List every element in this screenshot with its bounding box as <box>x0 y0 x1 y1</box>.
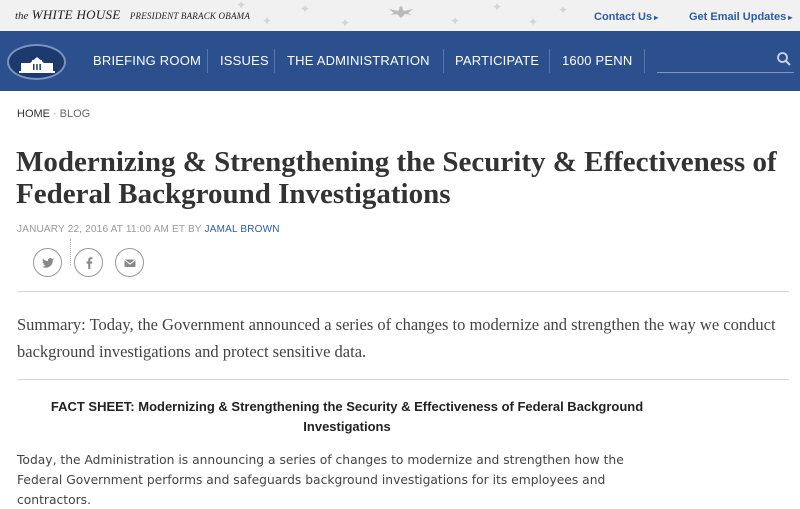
fact-sheet-heading: FACT SHEET: Modernizing & Strengthening the Security & Effectiveness of Federal Background Investigations <box>50 399 644 434</box>
caret-right-icon: ▸ <box>654 13 659 22</box>
email-share-button[interactable] <box>115 248 144 277</box>
article-body-paragraph: Today, the Administration is announcing a series of changes to modernize and strengthen how the Federal Government performs and safeguards background investigations for its employees and contractors. <box>17 453 624 507</box>
star-icon: ✦ <box>236 0 247 12</box>
main-navigation <box>0 31 800 91</box>
star-icon: ✦ <box>340 16 351 30</box>
email-updates-label: Get Email Updates <box>689 11 787 23</box>
caret-right-icon: ▸ <box>788 13 793 22</box>
breadcrumb-separator: · <box>53 108 57 120</box>
article-date: JANUARY 22, 2016 AT 11:00 AM ET BY <box>17 224 202 235</box>
star-icon: ✦ <box>558 3 569 17</box>
nav-briefing-room[interactable]: BRIEFING ROOM <box>93 53 202 68</box>
star-icon: ✦ <box>262 14 273 28</box>
breadcrumb-home[interactable]: HOME <box>17 108 50 120</box>
get-email-updates-link[interactable] <box>689 11 792 23</box>
wordmark-the: the <box>15 10 29 22</box>
nav-divider <box>549 49 550 73</box>
eagle-icon <box>386 4 416 20</box>
white-house-wordmark[interactable] <box>15 7 250 23</box>
article-summary: Summary: Today, the Government announced a series of changes to modernize and strengthen the way we conduct background investigations and protect sensitive data. <box>17 315 776 361</box>
nav-issues[interactable]: ISSUES <box>220 53 269 68</box>
social-divider <box>70 239 71 265</box>
white-house-emblem-icon[interactable] <box>7 44 66 80</box>
search-icon[interactable] <box>776 51 792 67</box>
email-icon <box>123 256 137 270</box>
twitter-icon <box>41 256 55 270</box>
star-icon: ✦ <box>492 0 503 14</box>
article-byline <box>17 224 280 235</box>
search-input[interactable] <box>657 49 794 73</box>
star-icon: ✦ <box>450 14 461 28</box>
nav-participate[interactable]: PARTICIPATE <box>455 53 540 68</box>
facebook-icon <box>82 256 96 270</box>
breadcrumb <box>17 108 90 120</box>
twitter-share-button[interactable] <box>33 248 62 277</box>
star-icon: ✦ <box>300 2 311 16</box>
nav-divider <box>443 49 444 73</box>
nav-divider <box>274 49 275 73</box>
article-author-link[interactable]: JAMAL BROWN <box>204 224 280 235</box>
contact-us-link[interactable] <box>594 11 658 23</box>
facebook-share-button[interactable] <box>74 248 103 277</box>
wordmark-president: PRESIDENT BARACK OBAMA <box>129 11 251 21</box>
nav-divider <box>644 49 645 73</box>
nav-1600-penn[interactable]: 1600 PENN <box>562 53 633 68</box>
top-strip <box>0 0 800 31</box>
contact-us-label: Contact Us <box>594 11 653 23</box>
article-container <box>0 91 800 509</box>
wordmark-name: WHITE HOUSE <box>31 7 121 22</box>
article-title: Modernizing & Strengthening the Security & Effectiveness of Federal Background Investigations <box>16 146 777 210</box>
nav-the-administration[interactable]: THE ADMINISTRATION <box>287 53 430 68</box>
nav-divider <box>207 49 208 73</box>
breadcrumb-blog[interactable]: BLOG <box>59 108 91 120</box>
divider <box>17 291 789 292</box>
divider <box>17 379 789 380</box>
star-icon: ✦ <box>528 15 539 29</box>
